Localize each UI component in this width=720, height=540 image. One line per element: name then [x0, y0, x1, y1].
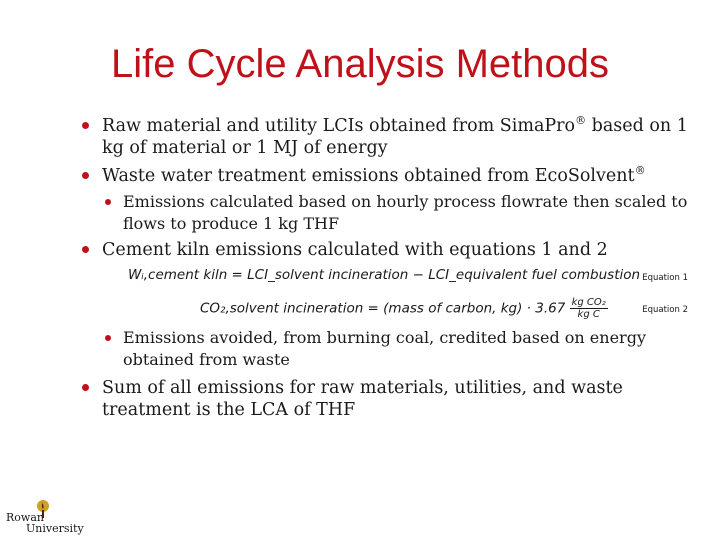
- bullet-dot: [82, 172, 89, 179]
- equation-2-fraction: [570, 297, 608, 320]
- equation-1-label: Equation 1: [642, 273, 688, 283]
- equation-1-expression: Wᵢ,cement kiln = LCI_solvent incineration − LCI_equivalent fuel combustion: [128, 267, 641, 283]
- equation-1: [78, 261, 688, 293]
- bullet-text: Cement kiln emissions calculated with equations 1 and 2: [102, 240, 608, 260]
- sub-bullet-dot: [105, 335, 111, 341]
- bullet-waste-water: [78, 165, 688, 187]
- bullet-text: Raw material and utility LCIs obtained from SimaPro: [102, 116, 576, 136]
- equation-2-label: Equation 2: [642, 305, 688, 315]
- logo-text-university: University: [26, 522, 84, 535]
- bullet-dot: [82, 384, 89, 391]
- sub-bullet-emissions-avoided: [78, 327, 688, 371]
- bullet-text-continued: based on 1 kg of material or 1 MJ of energy: [102, 116, 688, 158]
- sub-bullet-dot: [105, 199, 111, 205]
- sub-bullet-text: Emissions avoided, from burning coal, credited based on energy obtained from waste: [123, 328, 646, 369]
- bullet-text: Sum of all emissions for raw materials, utilities, and waste treatment is the LCA of THF: [102, 378, 623, 420]
- registered-mark: ®: [575, 114, 587, 128]
- logo-text-rowan: Rowan: [6, 511, 44, 524]
- fraction-numerator: kg CO₂: [571, 297, 606, 308]
- bullet-dot: [82, 122, 89, 129]
- equation-2: [78, 293, 688, 325]
- fraction-denominator: kg C: [577, 309, 600, 320]
- sub-bullet-text: Emissions calculated based on hourly process flowrate then scaled to flows to produce 1 kg THF: [123, 192, 688, 233]
- bullet-cement-kiln: [78, 239, 688, 261]
- bullet-text: Waste water treatment emissions obtained from EcoSolvent: [102, 166, 635, 186]
- bullet-raw-material: [78, 115, 688, 159]
- equation-2-expression: [200, 297, 608, 320]
- slide-content: [78, 115, 688, 421]
- registered-mark: ®: [634, 164, 646, 178]
- bullet-sum-emissions: [78, 377, 688, 421]
- page-title: Life Cycle Analysis Methods: [110, 42, 609, 86]
- sub-bullet-hourly-flowrate: [78, 191, 688, 235]
- rowan-university-logo: [6, 499, 84, 535]
- equation-2-lhs: CO₂,solvent incineration = (mass of carbon, kg) · 3.67: [200, 300, 566, 317]
- bullet-dot: [82, 246, 89, 253]
